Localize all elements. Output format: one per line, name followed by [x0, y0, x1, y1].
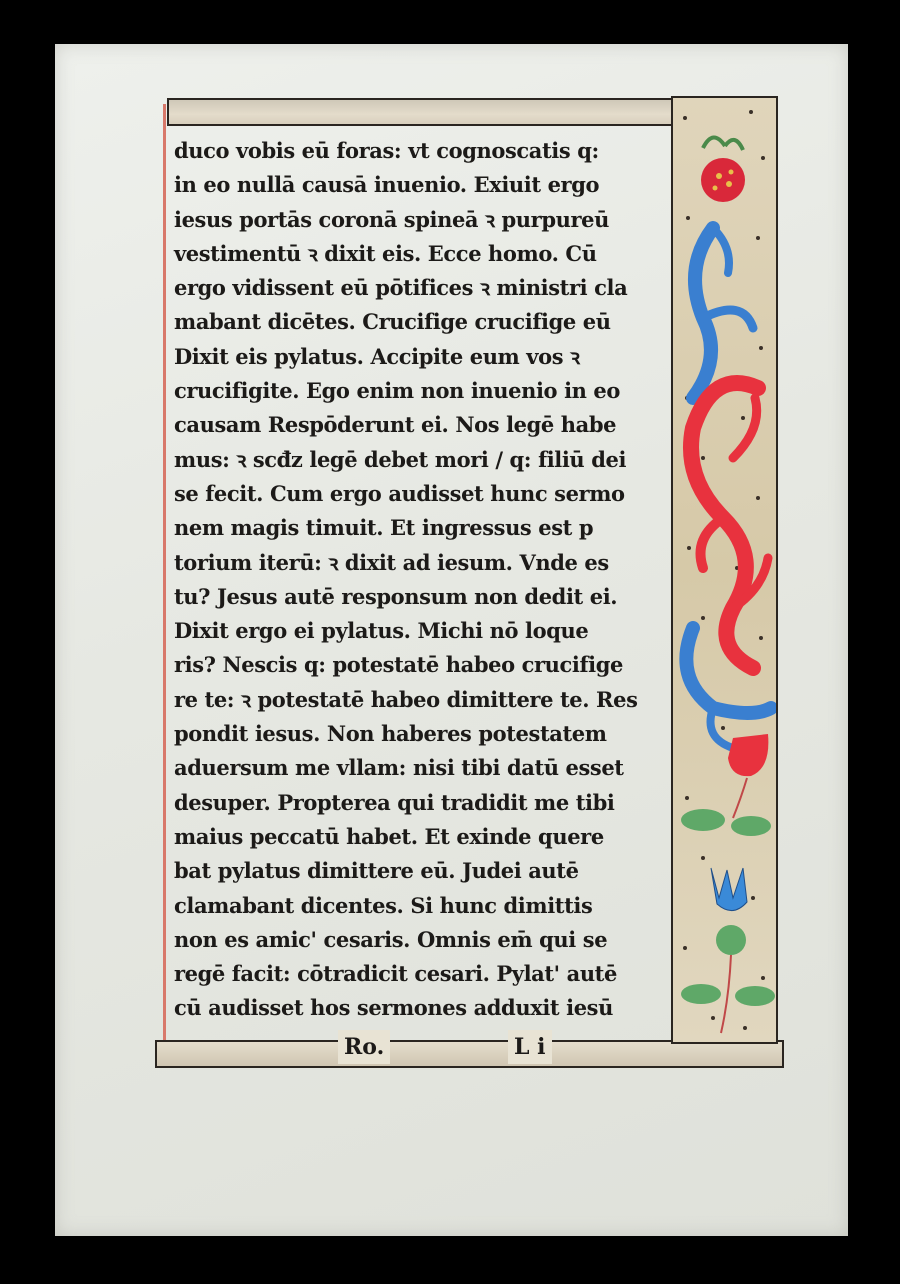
text-line: Dixit ergo ei pylatus. Michi nō loque [174, 618, 589, 644]
text-line: causam Respōderunt ei. Nos legē habe [174, 412, 617, 438]
text-line: mabant dicētes. Crucifige crucifige eū [174, 309, 611, 335]
frame-top-bar [167, 98, 673, 126]
text-line: torium iterū: ꝛ dixit ad iesum. Vnde es [174, 549, 609, 575]
text-line: desuper. Propterea qui tradidit me tibi [174, 789, 615, 815]
red-rose-icon [701, 137, 745, 202]
text-line: vestimentū ꝛ dixit eis. Ecce homo. Cū [174, 240, 597, 266]
text-line: re te: ꝛ potestatē habeo dimittere te. Res [174, 686, 638, 712]
text-line: se fecit. Cum ergo audisset hunc sermo [174, 480, 625, 506]
text-line: clamabant dicentes. Si hunc dimittis [174, 892, 593, 918]
text-line: bat pylatus dimittere eū. Judei autē [174, 858, 579, 884]
text-line: ris? Nescis q: potestatē habeo crucifige [174, 652, 623, 678]
text-line: cū audisset hos sermones adduxit iesū [174, 995, 613, 1021]
red-bud-icon [728, 734, 768, 818]
text-line: maius peccatū habet. Et exinde quere [174, 823, 604, 849]
blue-cornflower-icon [711, 868, 747, 1033]
text-line: mus: ꝛ scđz legē debet mori / q: filiū dei [174, 446, 627, 472]
red-acanthus-icon [691, 383, 768, 668]
signature-mark-right: L i [508, 1030, 552, 1064]
text-line: crucifigite. Ego enim non inuenio in eo [174, 378, 621, 404]
text-line: in eo nullā causā inuenio. Exiuit ergo [174, 172, 600, 198]
text-line: pondit iesus. Non haberes potestatem [174, 721, 607, 747]
illuminated-border [671, 96, 778, 1044]
text-line: iesus portās coronā spineā ꝛ purpureū [174, 206, 609, 232]
signature-mark-left: Ro. [338, 1030, 390, 1064]
text-line: Dixit eis pylatus. Accipite eum vos ꝛ [174, 343, 580, 369]
text-block [174, 134, 660, 1026]
text-line: ergo vidissent eū pōtifices ꝛ ministri cla [174, 275, 628, 301]
red-ruling-line [163, 104, 166, 1044]
text-line: nem magis timuit. Et ingressus est p [174, 515, 594, 541]
frame-bottom-bar [155, 1040, 784, 1068]
border-decoration [673, 98, 776, 1042]
text-line: tu? Jesus autē responsum non dedit ei. [174, 583, 618, 609]
text-line: duco vobis eū foras: vt cognoscatis q: [174, 138, 599, 163]
text-line: regē facit: cōtradicit cesari. Pylat' autē [174, 961, 617, 987]
text-line: non es amic' cesaris. Omnis em̄ qui se [174, 926, 608, 952]
text-line: aduersum me vllam: nisi tibi datū esset [174, 755, 624, 781]
